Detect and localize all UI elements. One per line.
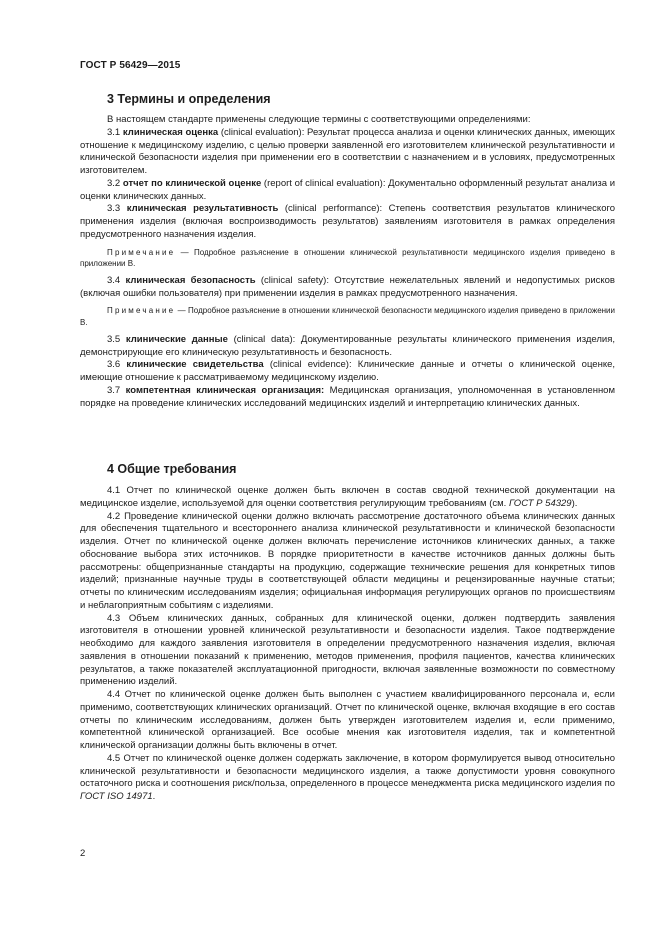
term-3-7 — [80, 385, 615, 411]
term-number: 3.3 — [107, 203, 121, 215]
term-number: 3.6 — [107, 359, 121, 371]
term-3-3 — [80, 203, 615, 241]
term-name: компетентная клиническая организация: — [125, 384, 325, 396]
term-definition: Медицинская организация, уполномоченная в установленном порядке на проведение клинических исследований медицинских изделий и интерпретацию клинических данных. — [80, 384, 615, 409]
page-number: 2 — [80, 848, 86, 859]
clause-4-3: 4.3 Объем клинических данных, собранных для клинической оценки, должен подтвердить заявления изготовителя в отношении уровней клинической результативности и безопасности изделия. Такое подтверждение необходимо для каждого заявления изготовителя в определении предусмотренного назначения изделия, включая заявления в отношении показаний к применению, методов применения, профиля пациентов, качества клинических результатов, а также показателей эксплуатационной пригодности, включая заявленные возможности по совместному применению изделий. — [80, 612, 615, 688]
term-name: клиническая оценка — [122, 126, 219, 138]
clause-4-5 — [80, 753, 615, 804]
section-4-heading: 4 Общие требования — [107, 462, 237, 476]
note-label: Примечание — [107, 306, 176, 316]
clause-text: 4.1 Отчет по клинической оценке должен быть включен в состав сводной технической документации на медицинское изделие, используемой для оценки соответствия регулирующим требованиям (см. — [80, 485, 615, 509]
clause-text: ). — [571, 497, 578, 509]
term-number: 3.2 — [107, 177, 121, 189]
term-definition: (clinical performance): Степень соответствия результатов клинического применения изделия (включая воспроизводимость результатов) заявлениям изготовителя в рамках определения предусмотренного назначения изделия. — [80, 203, 616, 240]
clause-4-2: 4.2 Проведение клинической оценки должно включать рассмотрение достаточного объема клинических данных для обеспечения тщательного и всестороннего анализа клинической результативности и клинической безопасности изделия. Отчет по клинической оценке должен включать перечисление источников клинических данных, а также обоснование выбора этих источников. В порядке приоритетности в качестве источников данных должны быть рассмотрены: общепризнанные стандарты на продукцию, содержащие технические решения для конкретных типов изделий; признанные научные труды в соответствующей области медицины и рецензированные научные статьи; отчеты по клиническим исследованиям изделия; официальная информация регулирующих органов по происшествиям и неблагоприятным событиям с изделиями. — [80, 510, 615, 611]
term-3-5 — [80, 334, 615, 360]
section-3-intro: В настоящем стандарте применены следующие термины с соответствующими определениями: — [107, 114, 531, 125]
section-3-body — [80, 114, 615, 410]
term-definition: (clinical data): Документированные результаты клинического применения изделия, демонстрирующие его клиническую результативность и безопасность. — [80, 333, 615, 358]
standard-reference: ГОСТ Р 54329 — [508, 497, 572, 509]
document-code-header: ГОСТ Р 56429—2015 — [80, 60, 181, 71]
note-1 — [80, 247, 615, 270]
term-definition: (clinical evidence): Клинические данные и отчеты о клинической оценке, имеющие отношение к рассматриваемому медицинскому изделию. — [80, 359, 616, 384]
term-3-1 — [80, 127, 615, 178]
clause-4-1 — [80, 485, 615, 511]
term-number: 3.1 — [107, 126, 121, 138]
clause-text: 4.5 Отчет по клинической оценке должен содержать заключение, в котором формулируется вывод относительно клинической результативности и безопасности медицинского изделия, а также допустимости уровня совокупного остаточного риска и соотношения риск/польза, определенного в процессе менеджмента риска медицинского изделия по — [80, 752, 615, 790]
term-definition: (report of clinical evaluation): Документально оформленный результат анализа и оценки клинических данных. — [80, 177, 615, 202]
term-number: 3.5 — [107, 333, 121, 345]
note-2 — [80, 305, 615, 328]
section-3-heading: 3 Термины и определения — [107, 92, 271, 106]
standard-reference: ГОСТ ISO 14971 — [80, 791, 153, 802]
term-3-2 — [80, 178, 615, 204]
term-name: клинические свидетельства — [126, 359, 264, 371]
term-definition: (clinical safety): Отсутствие нежелательных явлений и недопустимых рисков (включая ошибки пользователя) при применении изделия в рамках предусмотренного назначения. — [80, 274, 615, 299]
term-name: отчет по клинической оценке — [122, 177, 262, 189]
clause-4-4: 4.4 Отчет по клинической оценке должен быть выполнен с участием квалифицированного персонала и, если применимо, соответствующих клинических организаций. Отчет по клинической оценке, включая входящие в его состав отчеты по клиническим исследованиям, должен быть утвержден изготовителем изделия и, если применимо, компетентной клинической организацией. Все особые мнения как изготовителя изделия, так и компетентной клинической организации должны быть включены в отчет. — [80, 689, 615, 751]
term-definition: (clinical evaluation): Результат процесса анализа и оценки клинических данных, имеющих отношение к медицинскому изделию, с целью проверки заявленной его изготовителем клинической результативности и клинической безопасности изделия при применении его в соответствии с назначением и в условиях, предусмотренных изготовителем. — [80, 126, 615, 176]
term-number: 3.7 — [107, 384, 121, 396]
clause-text: . — [152, 791, 156, 802]
term-name: клиническая безопасность — [125, 274, 256, 286]
term-3-6 — [80, 359, 615, 385]
section-4-body — [80, 485, 615, 804]
term-name: клиническая результативность — [126, 203, 279, 215]
term-name: клинические данные — [125, 333, 228, 345]
note-text: — Подробное разъяснение в отношении клинической безопасности медицинского изделия приведено в приложении В. — [80, 306, 615, 328]
term-number: 3.4 — [107, 274, 121, 286]
note-label: Примечание — [107, 247, 176, 257]
term-3-4 — [80, 275, 615, 301]
note-text: — Подробное разъяснение в отношении клинической результативности медицинского изделия приведено в приложении В. — [80, 247, 615, 269]
